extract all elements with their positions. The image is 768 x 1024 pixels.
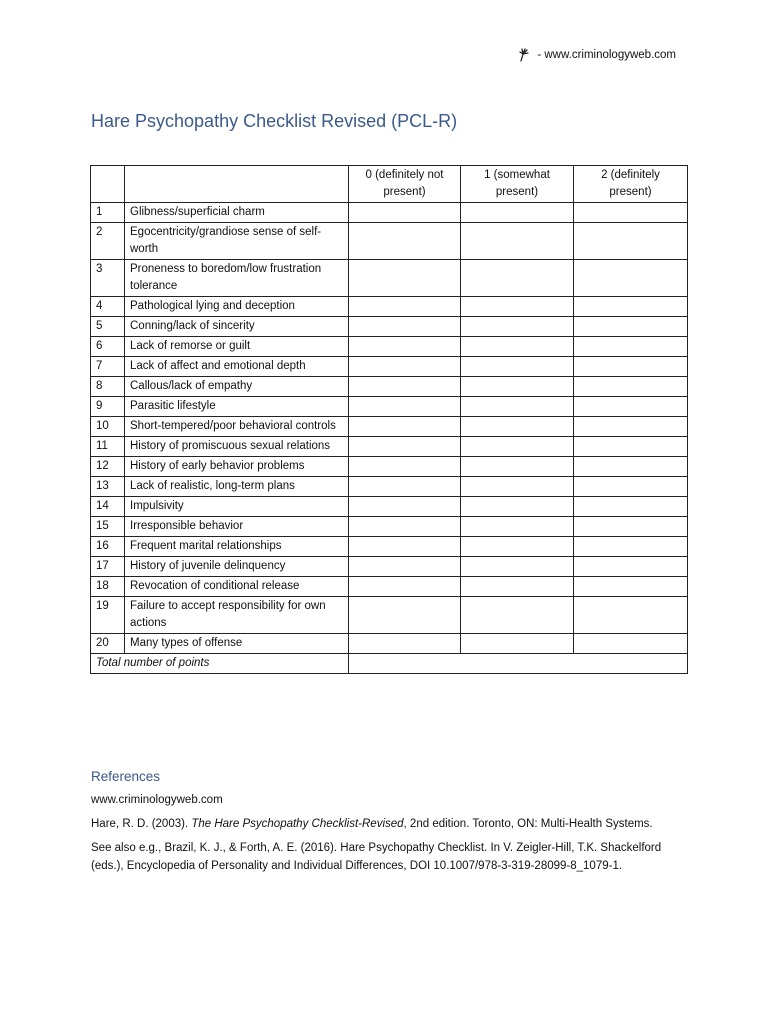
table-row [91,517,688,537]
item-number: 4 [91,297,125,317]
score-1-cell[interactable] [461,634,574,654]
item-label: Callous/lack of empathy [125,377,349,397]
table-row [91,223,688,260]
table-row [91,417,688,437]
score-1-cell[interactable] [461,417,574,437]
table-row [91,203,688,223]
score-0-cell[interactable] [349,377,461,397]
table-row [91,557,688,577]
score-0-cell[interactable] [349,457,461,477]
item-label: Egocentricity/grandiose sense of self-worth [125,223,349,260]
table-row [91,634,688,654]
score-1-cell[interactable] [461,597,574,634]
score-2-cell[interactable] [574,457,688,477]
reference-2: See also e.g., Brazil, K. J., & Forth, A. E. (2016). Hare Psychopathy Checklist. In V. Zeigler-Hill, T.K. Shackelford (eds.), Encyclopedia of Personality and Individual Differences, DOI 10.1007/978-3-319-28099-8_1079-1. [91,842,662,872]
score-1-cell[interactable] [461,317,574,337]
item-number: 10 [91,417,125,437]
item-number: 3 [91,260,125,297]
references-list [91,791,671,881]
score-0-cell[interactable] [349,317,461,337]
header-item [125,166,349,203]
score-0-cell[interactable] [349,203,461,223]
item-label: Short-tempered/poor behavioral controls [125,417,349,437]
item-number: 1 [91,203,125,223]
score-2-cell[interactable] [574,317,688,337]
header-num [91,166,125,203]
score-2-cell[interactable] [574,357,688,377]
table-row [91,357,688,377]
reference-1-book-title: The Hare Psychopathy Checklist-Revised [191,818,404,830]
item-label: History of juvenile delinquency [125,557,349,577]
table-row [91,397,688,417]
page-title: Hare Psychopathy Checklist Revised (PCL-R) [91,111,458,131]
score-1-cell[interactable] [461,297,574,317]
score-0-cell[interactable] [349,557,461,577]
score-2-cell[interactable] [574,417,688,437]
item-label: Lack of remorse or guilt [125,337,349,357]
score-2-cell[interactable] [574,634,688,654]
reference-1-publisher: , 2nd edition. Toronto, ON: Multi-Health Systems. [403,818,653,830]
score-2-cell[interactable] [574,377,688,397]
score-1-cell[interactable] [461,517,574,537]
score-1-cell[interactable] [461,223,574,260]
item-label: Conning/lack of sincerity [125,317,349,337]
total-value-cell[interactable] [349,654,688,674]
score-0-cell[interactable] [349,260,461,297]
score-0-cell[interactable] [349,223,461,260]
score-0-cell[interactable] [349,597,461,634]
score-1-cell[interactable] [461,357,574,377]
score-2-cell[interactable] [574,537,688,557]
checklist-table [90,165,688,674]
score-2-cell[interactable] [574,337,688,357]
score-0-cell[interactable] [349,577,461,597]
reference-1 [91,815,671,833]
item-label: Failure to accept responsibility for own actions [125,597,349,634]
item-number: 2 [91,223,125,260]
score-2-cell[interactable] [574,517,688,537]
site-link-text[interactable]: - www.criminologyweb.com [537,49,676,61]
score-1-cell[interactable] [461,457,574,477]
score-1-cell[interactable] [461,260,574,297]
item-number: 5 [91,317,125,337]
hand-icon [518,48,534,62]
score-1-cell[interactable] [461,577,574,597]
item-label: Impulsivity [125,497,349,517]
score-1-cell[interactable] [461,497,574,517]
score-0-cell[interactable] [349,397,461,417]
table-row [91,497,688,517]
item-label: Glibness/superficial charm [125,203,349,223]
item-number: 11 [91,437,125,457]
header-score-2: 2 (definitely present) [574,166,688,203]
item-number: 16 [91,537,125,557]
score-0-cell[interactable] [349,477,461,497]
references-heading: References [91,769,161,784]
table-row [91,457,688,477]
reference-site[interactable]: www.criminologyweb.com [91,794,223,806]
table-row [91,597,688,634]
table-row [91,377,688,397]
score-0-cell[interactable] [349,497,461,517]
score-0-cell[interactable] [349,357,461,377]
item-label: Irresponsible behavior [125,517,349,537]
table-row [91,337,688,357]
item-number: 15 [91,517,125,537]
item-label: Revocation of conditional release [125,577,349,597]
score-2-cell[interactable] [574,260,688,297]
score-1-cell[interactable] [461,537,574,557]
score-0-cell[interactable] [349,437,461,457]
score-0-cell[interactable] [349,297,461,317]
score-1-cell[interactable] [461,337,574,357]
table-row [91,297,688,317]
table-row [91,477,688,497]
score-1-cell[interactable] [461,397,574,417]
score-0-cell[interactable] [349,634,461,654]
score-1-cell[interactable] [461,377,574,397]
header-score-1: 1 (somewhat present) [461,166,574,203]
item-number: 20 [91,634,125,654]
score-2-cell[interactable] [574,203,688,223]
score-2-cell[interactable] [574,477,688,497]
score-2-cell[interactable] [574,397,688,417]
header-site-link[interactable] [518,48,676,62]
total-label: Total number of points [91,654,349,674]
score-2-cell[interactable] [574,557,688,577]
item-number: 6 [91,337,125,357]
score-1-cell[interactable] [461,203,574,223]
total-row [91,654,688,674]
item-number: 9 [91,397,125,417]
item-label: Lack of realistic, long-term plans [125,477,349,497]
item-number: 18 [91,577,125,597]
score-2-cell[interactable] [574,437,688,457]
score-2-cell[interactable] [574,223,688,260]
header-score-0: 0 (definitely not present) [349,166,461,203]
table-row [91,537,688,557]
score-0-cell[interactable] [349,417,461,437]
table-header-row [91,166,688,203]
item-number: 8 [91,377,125,397]
score-2-cell[interactable] [574,577,688,597]
item-label: Many types of offense [125,634,349,654]
item-label: Pathological lying and deception [125,297,349,317]
score-1-cell[interactable] [461,437,574,457]
score-1-cell[interactable] [461,477,574,497]
table-row [91,260,688,297]
item-label: Parasitic lifestyle [125,397,349,417]
table-row [91,437,688,457]
table-row [91,577,688,597]
item-number: 14 [91,497,125,517]
item-label: Lack of affect and emotional depth [125,357,349,377]
item-number: 7 [91,357,125,377]
score-2-cell[interactable] [574,497,688,517]
score-0-cell[interactable] [349,517,461,537]
score-1-cell[interactable] [461,557,574,577]
score-0-cell[interactable] [349,337,461,357]
item-label: History of early behavior problems [125,457,349,477]
item-number: 13 [91,477,125,497]
reference-1-authors: Hare, R. D. (2003). [91,818,192,830]
item-label: Proneness to boredom/low frustration tolerance [125,260,349,297]
item-number: 19 [91,597,125,634]
item-number: 12 [91,457,125,477]
score-2-cell[interactable] [574,297,688,317]
item-label: Frequent marital relationships [125,537,349,557]
item-number: 17 [91,557,125,577]
item-label: History of promiscuous sexual relations [125,437,349,457]
score-2-cell[interactable] [574,597,688,634]
score-0-cell[interactable] [349,537,461,557]
table-row [91,317,688,337]
